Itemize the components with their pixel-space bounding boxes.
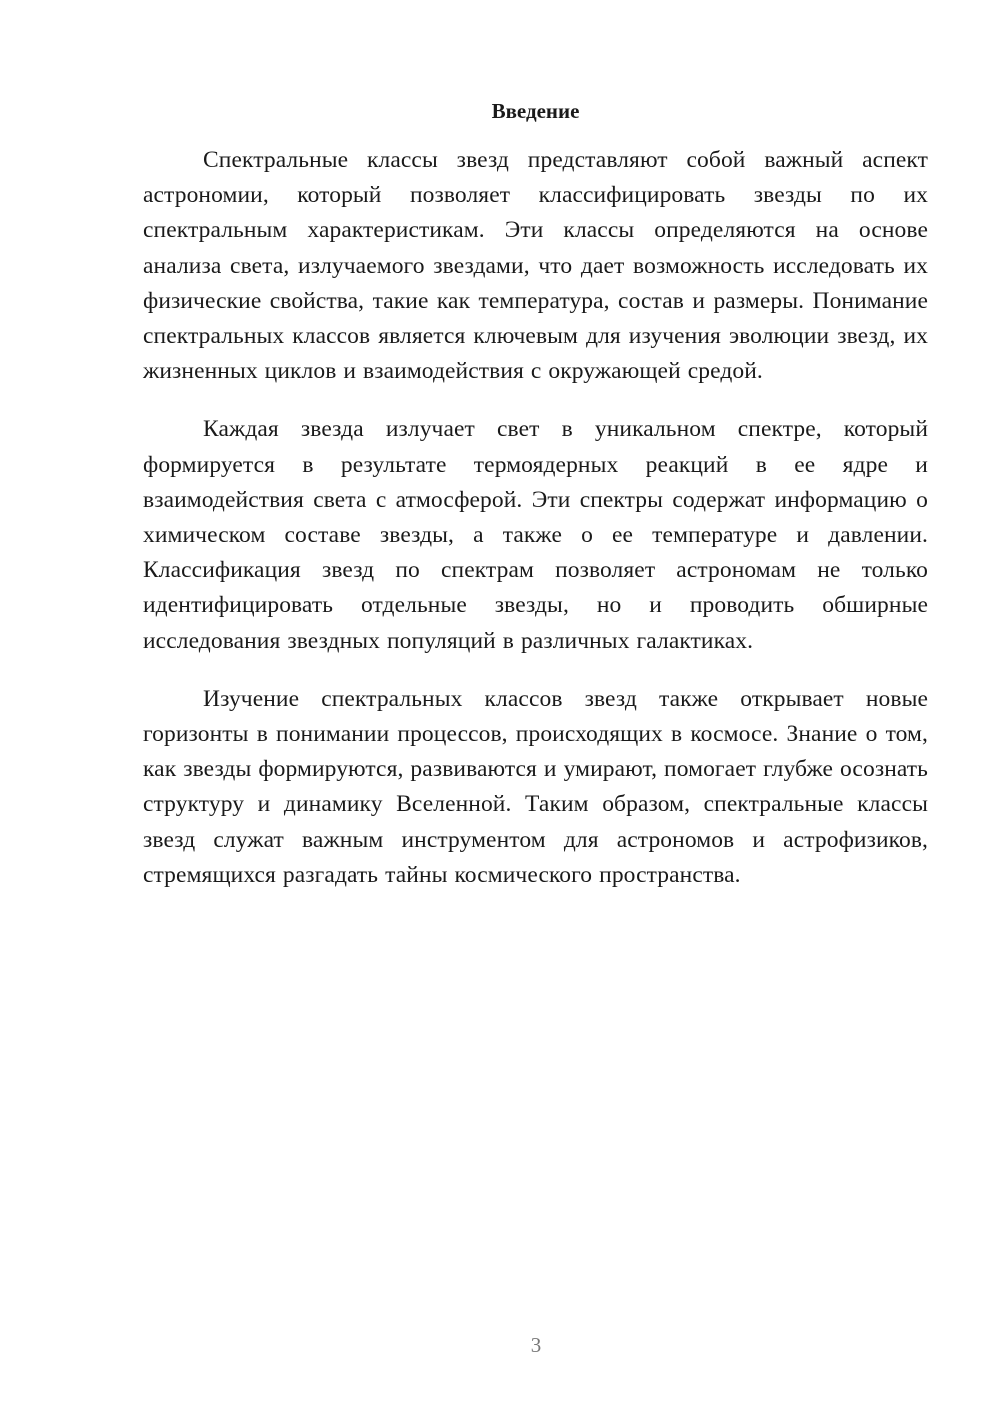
page-content <box>143 96 928 916</box>
paragraph-1: Спектральные классы звезд представляют собой важный аспект астрономии, который позволяет классифицировать звезды по их спектральным характеристикам. Эти классы определяются на основе анализа света, излучаемого звездами, что дает возможность исследовать их физические свойства, такие как температура, состав и размеры. Понимание спектральных классов является ключевым для изучения эволюции звезд, их жизненных циклов и взаимодействия с окружающей средой. <box>143 147 928 385</box>
paragraph-3: Изучение спектральных классов звезд также открывает новые горизонты в понимании процессов, происходящих в космосе. Знание о том, как звезды формируются, развиваются и умирают, помогает глубже осознать структуру и динамику Вселенной. Таким образом, спектральные классы звезд служат важным инструментом для астрономов и астрофизиков, стремящихся разгадать тайны космического пространства. <box>143 685 928 888</box>
paragraph-2: Каждая звезда излучает свет в уникальном спектре, который формируется в результате термоядерных реакций в ее ядре и взаимодействия света с атмосферой. Эти спектры содержат информацию о химическом составе звезды, а также о ее температуре и давлении. Классификация звезд по спектрам позволяет астрономам не только идентифицировать отдельные звезды, но и проводить обширные исследования звездных популяций в различных галактиках. <box>143 416 928 654</box>
page-number: 3 <box>530 1333 542 1357</box>
section-title: Введение <box>491 99 580 123</box>
